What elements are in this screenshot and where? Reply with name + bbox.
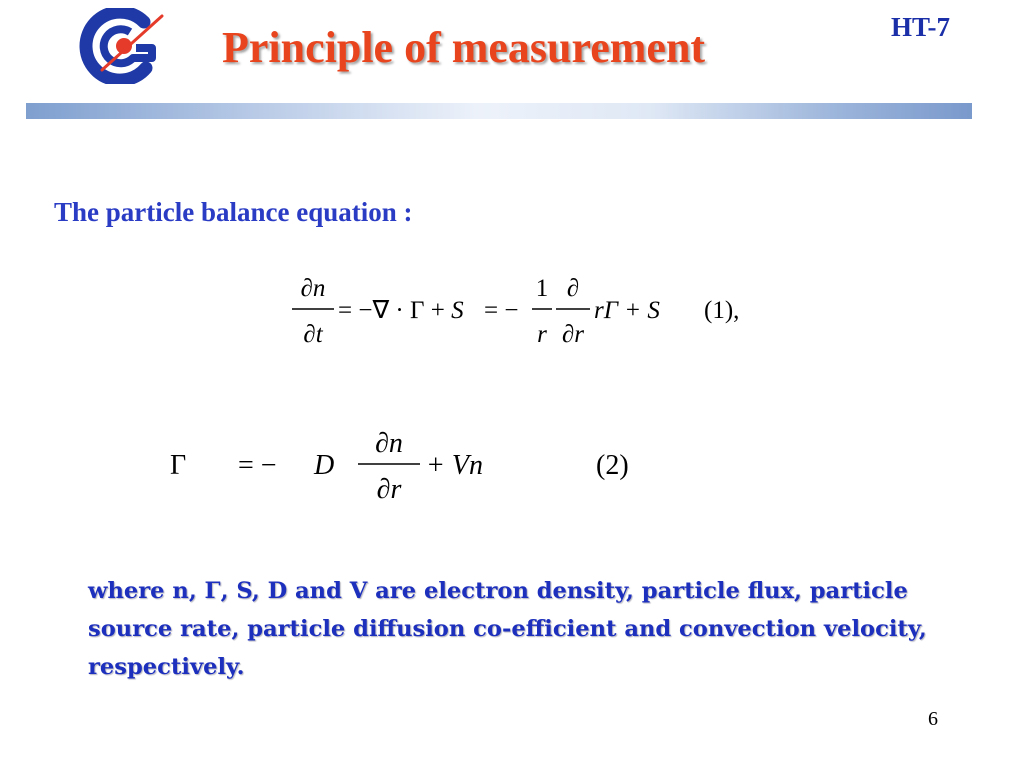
eq1-middle: = −∇ · Γ + S [338,297,464,324]
eq1-r-gamma: rΓ + S [594,297,660,324]
eq1-frac2-numerator: ∂ [566,275,580,302]
equation-particle-balance [288,268,768,354]
eq2-coefficient: D [314,450,335,481]
eq2-lhs: Γ [170,450,187,481]
institute-logo-icon [72,8,172,84]
eq1-equals-minus: = − [484,297,519,324]
eq1-label: (1), [704,297,740,324]
eq2-frac-numerator: ∂n [375,428,403,459]
header-divider [26,103,972,119]
eq1-frac2-denominator: ∂r [561,321,585,348]
equation-flux [168,422,668,508]
eq1-lhs-denominator: ∂t [303,321,323,348]
eq1-lhs-numerator: ∂n [300,275,326,302]
eq2-frac-denominator: ∂r [376,474,402,505]
eq1-frac1-denominator: r [537,321,547,348]
slide-tag: HT-7 [890,12,950,42]
page-number: 6 [928,708,938,730]
intro-text: The particle balance equation : [54,197,413,227]
eq2-label: (2) [596,450,629,481]
slide-title: Principle of measurement [222,23,706,72]
eq1-frac1-numerator: 1 [535,275,549,302]
eq2-plus-term: + Vn [426,450,483,481]
variable-definitions: where n, Γ, S, D and V are electron density, particle flux, particle source rate, particle diffusion co-efficient and convection velocity, respectively. [88,578,927,680]
eq2-equals-minus: = − [238,450,277,481]
